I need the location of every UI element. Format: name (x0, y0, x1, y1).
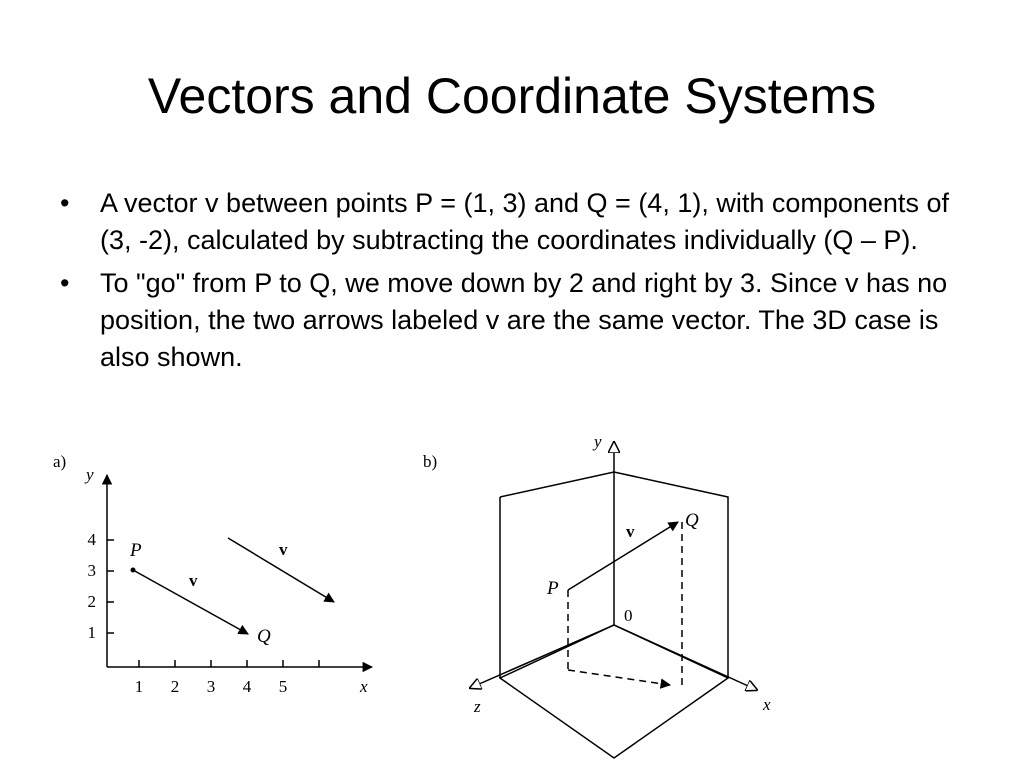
bullet-item (60, 265, 980, 376)
panel-a-y-tick-label: 4 (87, 530, 96, 549)
panel-b-point-p-label: P (547, 578, 559, 599)
panel-a-point-p-label: P (130, 540, 142, 561)
panel-b-vector-pq (568, 522, 678, 590)
panel-b-y-axis-label: y (594, 432, 602, 451)
panel-a-x-axis-label: x (360, 677, 368, 696)
panel-a-vector-label: v (189, 571, 198, 590)
panel-a-y-tick-marks (107, 540, 114, 633)
panel-a-x-tick-label: 4 (242, 677, 252, 696)
bullet-symbol: • (60, 188, 70, 218)
panel-a-x-tick-label: 5 (278, 677, 288, 696)
panel-b-z-axis-label: z (474, 697, 481, 716)
vector-figure (0, 420, 1024, 768)
bullet-list (60, 185, 980, 382)
slide-title: Vectors and Coordinate Systems (147, 68, 877, 124)
panel-b-dashed-guides (568, 522, 682, 685)
panel-b-origin-label: 0 (624, 606, 633, 625)
panel-b-z-axis (470, 625, 614, 688)
panel-a-x-tick-label: 1 (134, 677, 144, 696)
panel-b (423, 432, 771, 758)
panel-a-x-tick-label: 3 (206, 677, 216, 696)
bullet-text: To "go" from P to Q, we move down by 2 and right by 3. Since v has no position, the two arrows labeled v are the same vector. The 3D case is also shown. (100, 268, 948, 372)
panel-a-label: a) (53, 452, 67, 471)
panel-a-point-q-label: Q (257, 626, 271, 647)
panel-b-label: b) (423, 452, 438, 471)
panel-b-vector-label: v (626, 522, 635, 541)
bullet-text: A vector v between points P = (1, 3) and Q = (4, 1), with components of (3, -2), calculated by subtracting the coordinates individually (Q – P). (100, 188, 949, 255)
panel-a-y-tick-label: 1 (87, 623, 96, 642)
panel-a-y-tick-label: 2 (87, 592, 96, 611)
panel-a-y-tick-label: 3 (87, 561, 96, 580)
panel-b-dashed-projection (568, 670, 670, 685)
panel-b-point-q-label: Q (685, 510, 699, 531)
panel-a (53, 452, 372, 696)
panel-a-x-tick-marks (139, 660, 319, 667)
panel-a-vector-label: v (279, 540, 288, 559)
panel-b-x-axis-label: x (763, 695, 771, 714)
panel-a-x-tick-label: 2 (170, 677, 180, 696)
bullet-symbol: • (60, 268, 70, 298)
panel-b-x-axis (614, 625, 757, 690)
bullet-item (60, 185, 980, 259)
panel-a-y-axis-label: y (86, 465, 94, 484)
panel-b-floor-plane (500, 625, 728, 758)
